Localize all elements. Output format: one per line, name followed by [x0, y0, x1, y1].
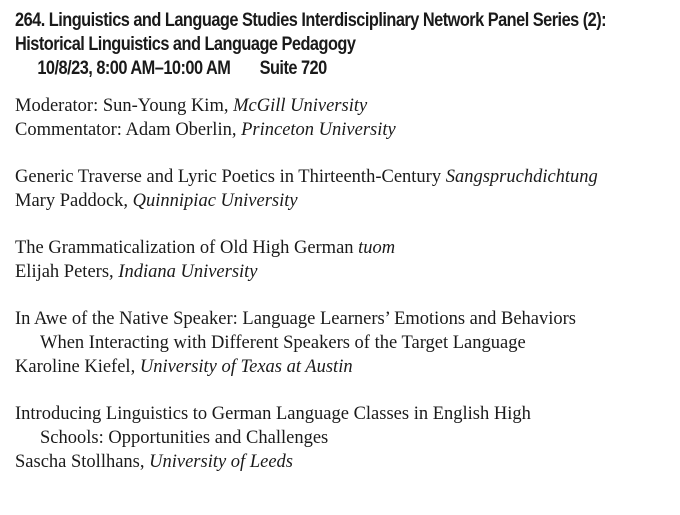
paper-affiliation: Indiana University: [118, 262, 258, 282]
paper-entry: [15, 236, 670, 284]
paper-title-line-2: When Interacting with Different Speakers of the Target Language: [40, 333, 526, 353]
paper-title-line-2: Schools: Opportunities and Challenges: [40, 428, 329, 448]
paper-author-line: [15, 450, 670, 474]
paper-title-line-1: In Awe of the Native Speaker: Language Learners’ Emotions and Behaviors: [15, 309, 576, 329]
paper-author: Sascha Stollhans,: [15, 452, 150, 472]
moderator-label: Moderator:: [15, 96, 103, 116]
moderator-line: [15, 94, 670, 118]
paper-entry: [15, 165, 670, 213]
paper-entry: [15, 402, 670, 474]
paper-author: Mary Paddock,: [15, 191, 133, 211]
paper-title-line-1: Introducing Linguistics to German Language Classes in English High: [15, 404, 531, 424]
paper-title: [15, 165, 670, 189]
commentator-label: Commentator:: [15, 120, 126, 140]
session-datetime: 10/8/23, 8:00 AM–10:00 AM: [37, 58, 231, 79]
session-title-line-1: 264. Linguistics and Language Studies Interdisciplinary Network Panel Series (2):: [15, 10, 607, 31]
commentator-affiliation: Princeton University: [241, 120, 396, 140]
paper-entry: [15, 307, 670, 379]
paper-affiliation: University of Leeds: [149, 452, 293, 472]
paper-author-line: [15, 260, 670, 284]
paper-author: Karoline Kiefel,: [15, 357, 140, 377]
moderator-name: Sun-Young Kim,: [102, 96, 234, 116]
session-header: [15, 9, 607, 81]
paper-affiliation: Quinnipiac University: [132, 191, 298, 211]
session-chairs: [15, 94, 670, 142]
session-meta: [15, 57, 578, 81]
paper-title-italic: Sangspruchdichtung: [445, 167, 598, 187]
paper-title-text: The Grammaticalization of Old High German: [15, 238, 359, 258]
commentator-name: Adam Oberlin,: [125, 120, 242, 140]
paper-title: [15, 236, 670, 260]
session-title-line-2: Historical Linguistics and Language Pedagogy: [15, 34, 356, 55]
moderator-affiliation: McGill University: [233, 96, 368, 116]
paper-author-line: [15, 189, 670, 213]
commentator-line: [15, 118, 670, 142]
paper-affiliation: University of Texas at Austin: [139, 357, 353, 377]
paper-author-line: [15, 355, 670, 379]
session-room: Suite 720: [259, 58, 327, 79]
paper-author: Elijah Peters,: [15, 262, 119, 282]
paper-title-italic: tuom: [358, 238, 396, 258]
paper-title-text: Generic Traverse and Lyric Poetics in Thirteenth-Century: [15, 167, 446, 187]
